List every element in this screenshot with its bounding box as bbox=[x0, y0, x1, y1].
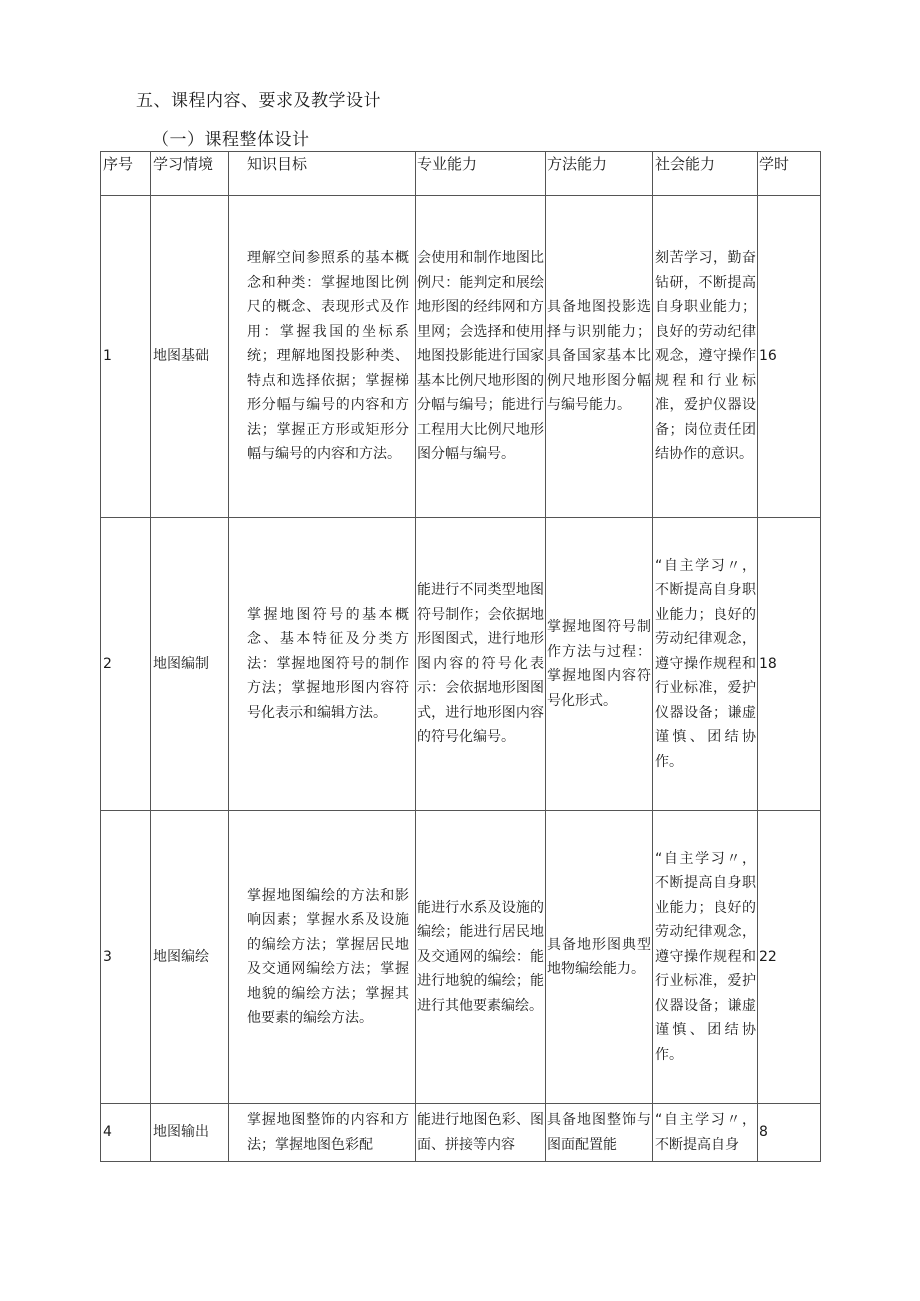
header-knowledge: 知识目标 bbox=[229, 152, 416, 196]
row-num: 2 bbox=[101, 518, 151, 811]
row-method: 掌握地图符号制作方法与过程：掌握地图内容符号化形式。 bbox=[546, 518, 653, 811]
row-social: “自主学习〃，不断提高自身 bbox=[653, 1104, 758, 1162]
header-method: 方法能力 bbox=[546, 152, 653, 196]
header-social: 社会能力 bbox=[653, 152, 758, 196]
row-situation: 地图基础 bbox=[151, 196, 229, 518]
row-num: 3 bbox=[101, 811, 151, 1104]
header-professional: 专业能力 bbox=[416, 152, 546, 196]
table-row bbox=[101, 196, 821, 518]
row-num: 1 bbox=[101, 196, 151, 518]
table-row bbox=[101, 811, 821, 1104]
row-knowledge: 掌握地图编绘的方法和影响因素；掌握水系及设施的编绘方法；掌握居民地及交通网编绘方法；掌握地貌的编绘方法；掌握其他要素的编绘方法。 bbox=[229, 811, 416, 1104]
row-social: “自主学习〃，不断提高自身职业能力；良好的劳动纪律观念，遵守操作规程和行业标准，爱护仪器设备；谦虚谨慎、团结协作。 bbox=[653, 518, 758, 811]
row-num: 4 bbox=[101, 1104, 151, 1162]
row-hours: 22 bbox=[758, 811, 821, 1104]
row-social: “自主学习〃，不断提高自身职业能力；良好的劳动纪律观念，遵守操作规程和行业标准，爱护仪器设备；谦虚谨慎、团结协作。 bbox=[653, 811, 758, 1104]
table-header-row bbox=[101, 152, 821, 196]
row-situation: 地图编绘 bbox=[151, 811, 229, 1104]
row-situation: 地图编制 bbox=[151, 518, 229, 811]
subsection-title: （一）课程整体设计 bbox=[152, 130, 310, 150]
row-hours: 8 bbox=[758, 1104, 821, 1162]
row-method: 具备地形图典型地物编绘能力。 bbox=[546, 811, 653, 1104]
row-knowledge: 掌握地图整饰的内容和方法；掌握地图色彩配 bbox=[229, 1104, 416, 1162]
row-professional: 会使用和制作地图比例尺：能判定和展绘地形图的经纬网和方里网；会选择和使用地图投影能进行国家基本比例尺地形图的分幅与编号；能进行工程用大比例尺地形图分幅与编号。 bbox=[416, 196, 546, 518]
table-row bbox=[101, 1104, 821, 1162]
table-row bbox=[101, 518, 821, 811]
row-social: 刻苦学习，勤奋钻研，不断提高自身职业能力；良好的劳动纪律观念，遵守操作规程和行业标准，爱护仪器设备；岗位责任团结协作的意识。 bbox=[653, 196, 758, 518]
row-method: 具备地图投影选择与识别能力；具备国家基本比例尺地形图分幅与编号能力。 bbox=[546, 196, 653, 518]
row-professional: 能进行水系及设施的编绘；能进行居民地及交通网的编绘：能进行地貌的编绘；能进行其他要素编绘。 bbox=[416, 811, 546, 1104]
row-method: 具备地图整饰与图面配置能 bbox=[546, 1104, 653, 1162]
row-situation: 地图输出 bbox=[151, 1104, 229, 1162]
header-situation: 学习情境 bbox=[151, 152, 229, 196]
row-professional: 能进行不同类型地图符号制作；会依据地形图图式，进行地形图内容的符号化表示：会依据地形图图式，进行地形图内容的符号化编号。 bbox=[416, 518, 546, 811]
row-knowledge: 掌握地图符号的基本概念、基本特征及分类方法：掌握地图符号的制作方法；掌握地形图内容符号化表示和编辑方法。 bbox=[229, 518, 416, 811]
row-hours: 18 bbox=[758, 518, 821, 811]
row-hours: 16 bbox=[758, 196, 821, 518]
row-professional: 能进行地图色彩、图面、拼接等内容 bbox=[416, 1104, 546, 1162]
section-title: 五、课程内容、要求及教学设计 bbox=[136, 91, 381, 111]
course-design-table bbox=[100, 151, 821, 1162]
header-hours: 学时 bbox=[758, 152, 821, 196]
header-num: 序号 bbox=[101, 152, 151, 196]
row-knowledge: 理解空间参照系的基本概念和种类：掌握地图比例尺的概念、表现形式及作用：掌握我国的坐标系统；理解地图投影种类、特点和选择依据；掌握梯形分幅与编号的内容和方法；掌握正方形或矩形分幅与编号的内容和方法。 bbox=[229, 196, 416, 518]
